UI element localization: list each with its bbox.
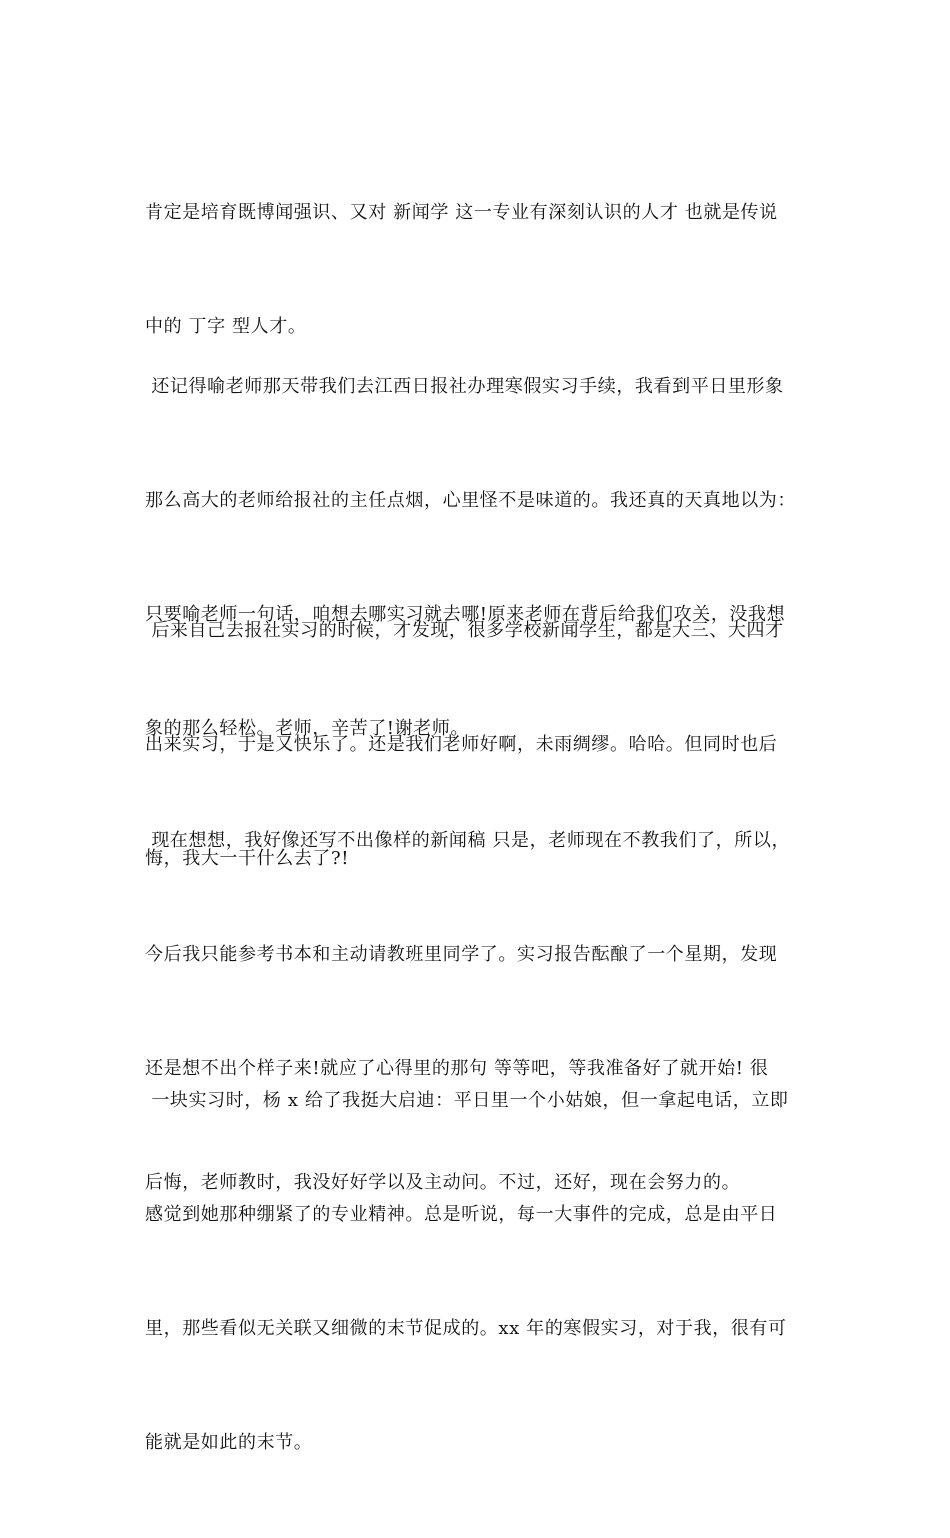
paragraph-line: 象的那么轻松。老师，辛苦了!谢老师。 bbox=[145, 718, 470, 739]
paragraph-line: 后来自己去报社实习的时候，才发现，很多学校新闻学生，都是大三、大四才 bbox=[145, 620, 784, 641]
paragraph-5 bbox=[145, 1006, 815, 1538]
paragraph-line: 那么高大的老师给报社的主任点烟，心里怪不是味道的。我还真的天真地以为： bbox=[145, 490, 796, 511]
paragraph-line: 感觉到她那种绷紧了的专业精神。总是听说，每一大事件的完成，总是由平日 bbox=[145, 1204, 778, 1225]
paragraph-line: 一块实习时，杨 x 给了我挺大启迪：平日里一个小姑娘，但一拿起电话，立即 bbox=[145, 1090, 789, 1111]
paragraph-line: 还是想不出个样子来!就应了心得里的那句 等等吧，等我准备好了就开始! 很 bbox=[145, 1058, 769, 1079]
paragraph-line: 后悔，老师教时，我没好好学以及主动问。不过，还好，现在会努力的。 bbox=[145, 1172, 741, 1193]
paragraph-line: 中的 丁字 型人才。 bbox=[145, 316, 307, 337]
paragraph-line: 悔，我大一干什么去了?! bbox=[145, 848, 350, 869]
paragraph-line: 里，那些看似无关联又细微的末节促成的。xx 年的寒假实习，对于我，很有可 bbox=[145, 1318, 787, 1339]
paragraph-line: 今后我只能参考书本和主动请教班里同学了。实习报告酝酿了一个星期，发现 bbox=[145, 944, 778, 965]
paragraph-line: 只要喻老师一句话，咱想去哪实习就去哪!原来老师在背后给我们攻关，没我想 bbox=[145, 604, 786, 625]
paragraph-line: 出来实习，于是又快乐了。还是我们老师好啊，未雨绸缪。哈哈。但同时也后 bbox=[145, 734, 778, 755]
paragraph-line: 还记得喻老师那天带我们去江西日报社办理寒假实习手续，我看到平日里形象 bbox=[145, 376, 784, 397]
paragraph-line: 现在想想，我好像还写不出像样的新闻稿 只是，老师现在不教我们了，所以， bbox=[145, 830, 791, 851]
paragraph-line: 能就是如此的末节。 bbox=[145, 1432, 313, 1453]
paragraph-line: 肯定是培育既博闻强识、又对 新闻学 这一专业有深刻认识的人才 也就是传说 bbox=[145, 202, 778, 223]
